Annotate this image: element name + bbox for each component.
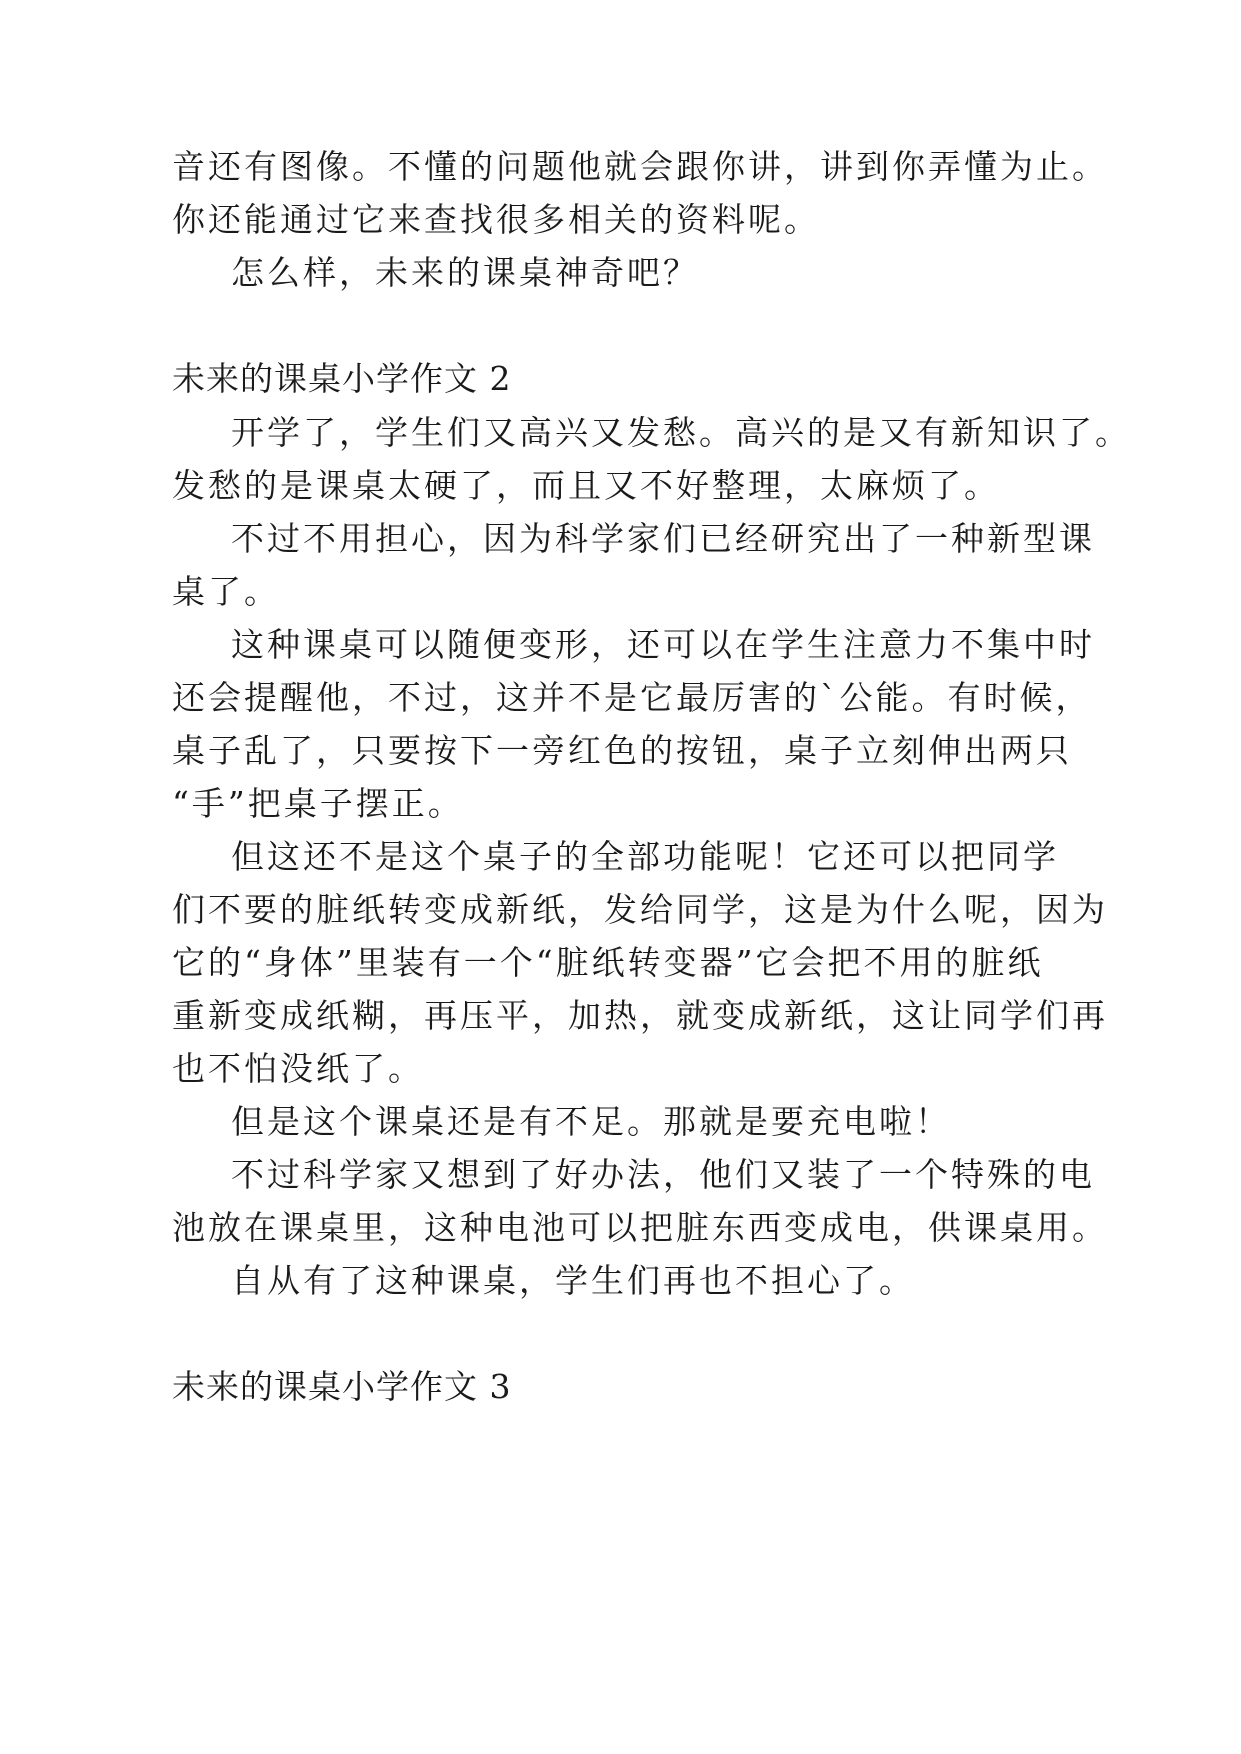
text-line: 不过不用担心，因为科学家们已经研究出了一种新型课 [231, 519, 1095, 558]
text-line: 它的“身体”里装有一个“脏纸转变器”它会把不用的脏纸 [172, 943, 1044, 982]
text-line: 还会提醒他，不过，这并不是它最厉害的`公能。有时候， [172, 678, 1092, 717]
text-line: 自从有了这种课桌，学生们再也不担心了。 [231, 1261, 915, 1300]
section-heading: 未来的课桌小学作文 2 [172, 359, 512, 398]
text-line: 发愁的是课桌太硬了，而且又不好整理，太麻烦了。 [172, 466, 1000, 505]
text-line: 开学了，学生们又高兴又发愁。高兴的是又有新知识了。 [231, 413, 1131, 452]
text-line: 也不怕没纸了。 [172, 1049, 424, 1088]
text-line: “手”把桌子摆正。 [172, 784, 464, 823]
text-line: 桌子乱了，只要按下一旁红色的按钮，桌子立刻伸出两只 [172, 731, 1072, 770]
text-line: 们不要的脏纸转变成新纸，发给同学，这是为什么呢，因为 [172, 890, 1108, 929]
text-line: 音还有图像。不懂的问题他就会跟你讲，讲到你弄懂为止。 [172, 147, 1108, 186]
text-line: 但这还不是这个桌子的全部功能呢！它还可以把同学 [231, 837, 1059, 876]
text-line: 你还能通过它来查找很多相关的资料呢。 [172, 200, 820, 239]
text-line: 怎么样，未来的课桌神奇吧？ [231, 253, 699, 292]
section-heading: 未来的课桌小学作文 3 [172, 1367, 512, 1406]
text-line: 不过科学家又想到了好办法，他们又装了一个特殊的电 [231, 1155, 1095, 1194]
text-line: 但是这个课桌还是有不足。那就是要充电啦！ [231, 1102, 951, 1141]
text-line: 池放在课桌里，这种电池可以把脏东西变成电，供课桌用。 [172, 1208, 1108, 1247]
text-line: 重新变成纸糊，再压平，加热，就变成新纸，这让同学们再 [172, 996, 1108, 1035]
text-line: 桌了。 [172, 572, 280, 611]
text-line: 这种课桌可以随便变形，还可以在学生注意力不集中时 [231, 625, 1095, 664]
